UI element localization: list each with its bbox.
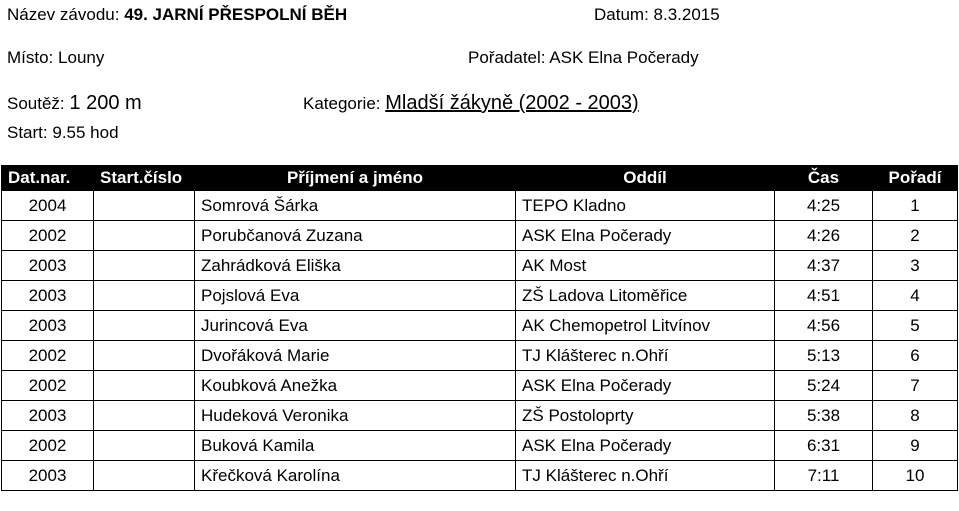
organizer-line	[468, 48, 699, 68]
table-row	[2, 341, 958, 371]
time-cell: 6:31	[775, 431, 873, 461]
rank-cell: 10	[873, 461, 958, 491]
results-table	[1, 165, 958, 491]
start-value: 9.55 hod	[52, 123, 119, 142]
start-label: Start:	[7, 123, 48, 142]
table-body	[2, 191, 958, 491]
club-cell: ASK Elna Počerady	[516, 221, 775, 251]
start-number-cell	[94, 431, 195, 461]
rank-cell: 3	[873, 251, 958, 281]
rank-cell: 5	[873, 311, 958, 341]
table-row	[2, 431, 958, 461]
time-cell: 4:25	[775, 191, 873, 221]
rank-cell: 2	[873, 221, 958, 251]
name-cell: Porubčanová Zuzana	[195, 221, 516, 251]
club-cell: AK Chemopetrol Litvínov	[516, 311, 775, 341]
category-value: Mladší žákyně (2002 - 2003)	[385, 92, 639, 114]
table-row	[2, 281, 958, 311]
table-row	[2, 311, 958, 341]
event-label: Soutěž:	[7, 94, 65, 113]
organizer-value: ASK Elna Počerady	[549, 48, 699, 67]
birth-year-cell: 2003	[2, 461, 94, 491]
table-row	[2, 221, 958, 251]
time-cell: 5:13	[775, 341, 873, 371]
start-number-cell	[94, 221, 195, 251]
date-line	[594, 5, 720, 25]
club-cell: ZŠ Postoloprty	[516, 401, 775, 431]
start-number-cell	[94, 191, 195, 221]
name-cell: Koubková Anežka	[195, 371, 516, 401]
name-cell: Dvořáková Marie	[195, 341, 516, 371]
club-cell: ASK Elna Počerady	[516, 431, 775, 461]
col-header-birth-year: Dat.nar.	[2, 166, 94, 191]
club-cell: TEPO Kladno	[516, 191, 775, 221]
event-value: 1 200 m	[69, 92, 142, 114]
club-cell: ASK Elna Počerady	[516, 371, 775, 401]
birth-year-cell: 2003	[2, 401, 94, 431]
rank-cell: 9	[873, 431, 958, 461]
birth-year-cell: 2002	[2, 341, 94, 371]
table-row	[2, 371, 958, 401]
race-name: 49. JARNÍ PŘESPOLNÍ BĚH	[124, 5, 348, 24]
category-label: Kategorie:	[303, 94, 381, 113]
organizer-label: Pořadatel:	[468, 48, 546, 67]
rank-cell: 4	[873, 281, 958, 311]
birth-year-cell: 2004	[2, 191, 94, 221]
time-cell: 4:56	[775, 311, 873, 341]
category-line	[303, 93, 639, 114]
club-cell: ZŠ Ladova Litoměřice	[516, 281, 775, 311]
birth-year-cell: 2002	[2, 371, 94, 401]
table-row	[2, 401, 958, 431]
name-cell: Hudeková Veronika	[195, 401, 516, 431]
birth-year-cell: 2003	[2, 281, 94, 311]
rank-cell: 7	[873, 371, 958, 401]
col-header-rank: Pořadí	[873, 166, 958, 191]
event-line	[7, 93, 142, 114]
date-value: 8.3.2015	[653, 5, 720, 24]
start-number-cell	[94, 401, 195, 431]
name-cell: Somrová Šárka	[195, 191, 516, 221]
name-cell: Buková Kamila	[195, 431, 516, 461]
rank-cell: 8	[873, 401, 958, 431]
rank-cell: 6	[873, 341, 958, 371]
time-cell: 7:11	[775, 461, 873, 491]
start-number-cell	[94, 281, 195, 311]
start-number-cell	[94, 341, 195, 371]
birth-year-cell: 2003	[2, 311, 94, 341]
birth-year-cell: 2002	[2, 221, 94, 251]
name-cell: Zahrádková Eliška	[195, 251, 516, 281]
club-cell: TJ Klášterec n.Ohří	[516, 461, 775, 491]
time-cell: 4:37	[775, 251, 873, 281]
time-cell: 5:38	[775, 401, 873, 431]
col-header-time: Čas	[775, 166, 873, 191]
race-label: Název závodu:	[7, 5, 120, 24]
rank-cell: 1	[873, 191, 958, 221]
name-cell: Pojslová Eva	[195, 281, 516, 311]
start-number-cell	[94, 461, 195, 491]
place-line	[7, 48, 104, 68]
start-line	[7, 123, 119, 143]
start-number-cell	[94, 311, 195, 341]
birth-year-cell: 2003	[2, 251, 94, 281]
place-label: Místo:	[7, 48, 54, 67]
time-cell: 4:26	[775, 221, 873, 251]
start-number-cell	[94, 371, 195, 401]
col-header-club: Oddíl	[516, 166, 775, 191]
start-number-cell	[94, 251, 195, 281]
place-value: Louny	[58, 48, 105, 67]
club-cell: TJ Klášterec n.Ohří	[516, 341, 775, 371]
col-header-name: Příjmení a jméno	[195, 166, 516, 191]
race-name-line	[7, 5, 347, 25]
name-cell: Jurincová Eva	[195, 311, 516, 341]
date-label: Datum:	[594, 5, 649, 24]
time-cell: 5:24	[775, 371, 873, 401]
birth-year-cell: 2002	[2, 431, 94, 461]
time-cell: 4:51	[775, 281, 873, 311]
table-header-row	[2, 166, 958, 191]
table-row	[2, 191, 958, 221]
table-row	[2, 461, 958, 491]
name-cell: Křečková Karolína	[195, 461, 516, 491]
col-header-start-number: Start.číslo	[94, 166, 195, 191]
club-cell: AK Most	[516, 251, 775, 281]
table-row	[2, 251, 958, 281]
